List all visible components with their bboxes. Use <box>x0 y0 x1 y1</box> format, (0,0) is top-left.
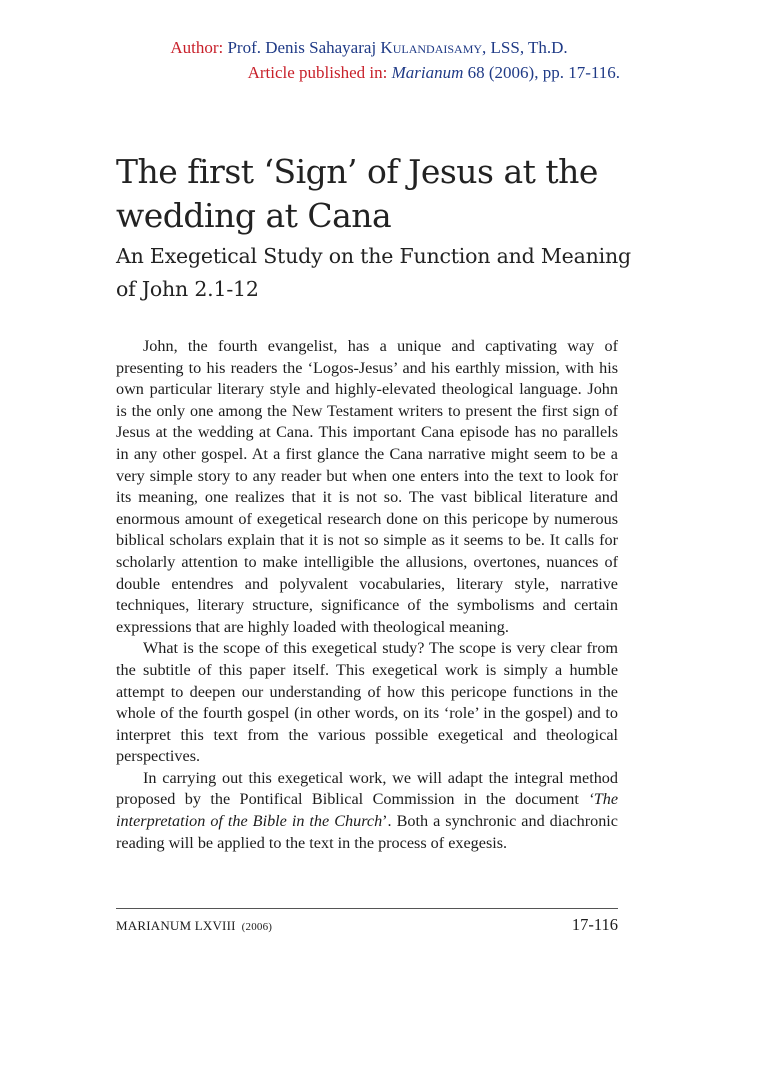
paragraph-1: John, the fourth evangelist, has a unique and captivating way of presenting to his readers the ‘Logos-Jesus’ and his earthly mission, with his own particular literary style and highly-elevated theological language. John is the only one among the New Testament writers to present the first sign of Jesus at the wedding at Cana. This important Cana episode has no parallels in any other gospel. At a first glance the Cana narrative might seem to be a very simple story to any reader but when one enters into the text to look for its meaning, one realizes that it is not so. The vast biblical literature and enormous amount of exegetical research done on this pericope by numerous biblical scholars explain that it is not so simple as it seems to be. It calls for scholarly attention to make intelligible the allusions, overtones, nuances of double entendres and polyvalent vocabularies, literary style, narrative techniques, literary structure, significance of the symbolisms and certain expressions that are highly loaded with theological meaning. <box>116 337 618 636</box>
footer-pages: 17-116 <box>571 915 618 934</box>
paragraph-3-start: In carrying out this exegetical work, we will adapt the integral method proposed by the Pontifical Biblical Commission in the document <box>116 768 618 809</box>
author-label: Author: <box>170 38 224 57</box>
article-body <box>116 336 618 854</box>
paragraph-2: What is the scope of this exegetical study? The scope is very clear from the subtitle of this paper itself. This exegetical work is simply a humble attempt to deepen our understanding of how this pericope functions in the whole of the fourth gospel (in other words, on its ‘role’ in the gospel) and to interpret this text from the various possible exegetical and theological perspectives. <box>116 639 618 766</box>
document-title: ‘The interpretation of the Bible in the Church <box>116 790 618 831</box>
published-label: Article published in: <box>247 63 388 82</box>
footer-volume: MARIANUM LXVIII <box>116 918 236 933</box>
citation: 68 (2006), pp. 17-116. <box>463 63 620 82</box>
article-subtitle: An Exegetical Study on the Function and Meaning of John 2.1-12 <box>116 244 631 301</box>
footer-divider <box>116 908 618 909</box>
author-line <box>118 37 620 59</box>
footer-year: (2006) <box>241 921 273 933</box>
paragraph-3-end: ’. Both a synchronic and diachronic reading will be applied to the text in the process of exegesis. <box>116 812 618 852</box>
author-surname: Kulandaisamy <box>380 38 483 57</box>
paragraph-3 <box>116 768 618 854</box>
footer-journal <box>116 918 272 934</box>
author-degrees: , LSS, Th.D. <box>482 38 568 57</box>
journal-name: Marianum <box>391 63 464 82</box>
article-title: The first ‘Sign’ of Jesus at the wedding at Cana <box>116 152 598 235</box>
author-name: Prof. Denis Sahayaraj <box>227 38 377 57</box>
publication-line <box>118 62 620 84</box>
